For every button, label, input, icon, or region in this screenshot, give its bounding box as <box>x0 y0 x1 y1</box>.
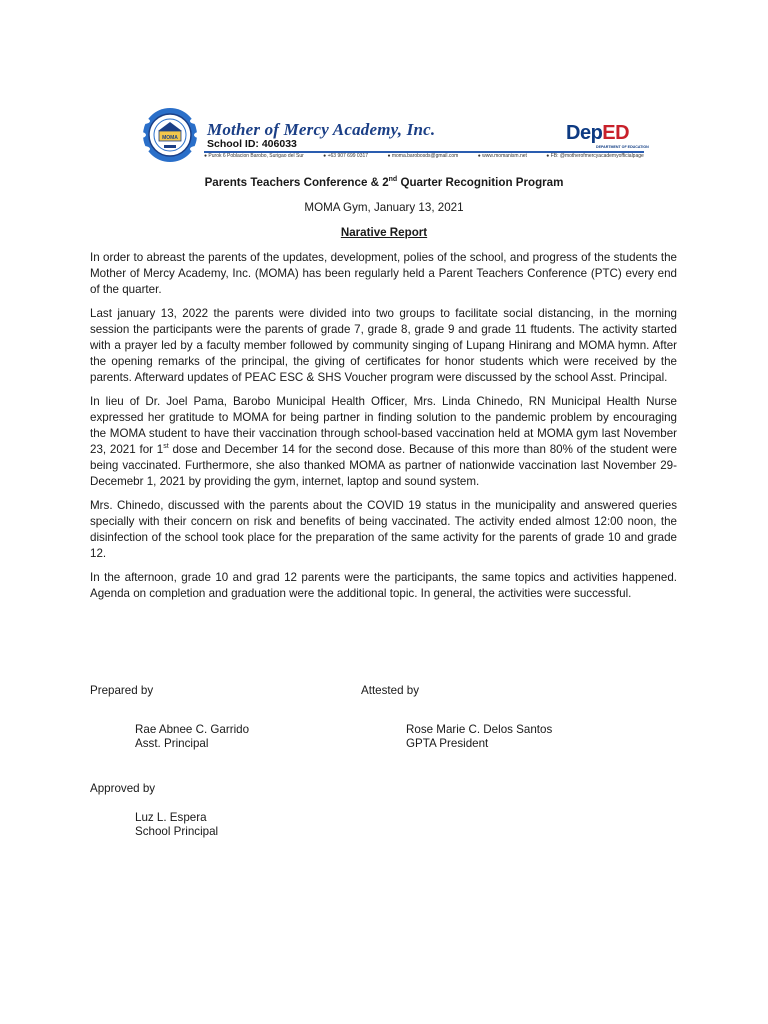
school-id: School ID: 406033 <box>207 138 297 150</box>
school-seal-logo <box>138 107 202 163</box>
paragraph-covid-status: Mrs. Chinedo, discussed with the parents about the COVID 19 status in the municipality and answered queries specially with their concern on risk and benefits of being vaccinated. The activity ended almost 12:00 noon, the disinfection of the school took place for the preparation of the same activity for the parents of grade 10 and grade 12. <box>90 499 677 560</box>
preparer-name: Rae Abnee C. Garrido <box>135 723 250 736</box>
contact-row <box>204 153 644 162</box>
attester-title: GPTA President <box>406 737 489 750</box>
school-name: Mother of Mercy Academy, Inc. <box>207 120 436 139</box>
approved-by-label: Approved by <box>90 782 156 795</box>
svg-text:MOMA: MOMA <box>162 135 178 141</box>
paragraph-afternoon-session: In the afternoon, grade 10 and grad 12 parents were the participants, the same topics and activities happened. Agenda on completion and graduation were the additional topic. In general, the activities were successful. <box>90 571 677 600</box>
deped-logo <box>566 122 649 150</box>
phone-text: ● +63 907 699 0317 <box>323 153 369 159</box>
address-text: ● Purok 6 Poblacion Barobo, Surigao del Sur <box>204 153 304 159</box>
email-text: ● moma.barobosds@gmail.com <box>387 153 459 159</box>
deped-subtitle: DEPARTMENT OF EDUCATION <box>596 145 649 149</box>
report-body <box>90 250 677 610</box>
approver-name: Luz L. Espera <box>135 811 207 824</box>
attested-by-label: Attested by <box>361 684 420 697</box>
paragraph-morning-session: Last january 13, 2022 the parents were divided into two groups to facilitate social distancing, in the morning session the participants were the parents of grade 7, grade 8, grade 9 and grade 11 ftudents. The activity started with a prayer led by a faculty member followed by community singing of Lupang Hinirang and MOMA hymn. After the opening remarks of the principal, the giving of certificates for honor students which were received by the parents. Afterward updates of PEAC ESC & SHS Voucher program were discussed by the school Asst. Principal. <box>90 307 677 384</box>
prepared-by-label: Prepared by <box>90 684 154 697</box>
website-text: ● www.momanism.net <box>477 153 527 159</box>
paragraph-vaccination: In lieu of Dr. Joel Pama, Barobo Municipal Health Officer, Mrs. Linda Chinedo, RN Municipal Health Nurse expressed her gratitude to MOMA for being partner in finding solution to the pandemic problem by encouraging the MOMA student to have their vaccination through school-based vaccination held at MOMA gym last November 23, 2021 for 1st dose and December 14 for the second dose. Because of this more than 80% of the student were being vaccinated. Furthermore, she also thanked MOMA as partner of nationwide vaccination last November 29-Decemebr 1, 2021 by providing the gym, internet, laptop and sound system. <box>90 395 677 488</box>
paragraph-intro: In order to abreast the parents of the updates, development, polies of the school, and progress of the students the Mother of Mercy Academy, Inc. (MOMA) has been regularly held a Parent Teachers Conference (PTC) every end of the quarter. <box>90 251 677 296</box>
preparer-title: Asst. Principal <box>135 737 209 750</box>
facebook-text: ● FB: @motherofmercyacademyofficialpage <box>546 153 644 159</box>
letterhead <box>138 106 649 164</box>
report-heading: Narative Report <box>340 226 428 239</box>
document-title: Parents Teachers Conference & 2nd Quarter Recognition Program <box>204 176 564 189</box>
approver-title: School Principal <box>135 825 219 838</box>
venue-date: MOMA Gym, January 13, 2021 <box>304 201 464 214</box>
attester-name: Rose Marie C. Delos Santos <box>406 723 553 736</box>
deped-wordmark: DepED <box>566 122 630 144</box>
